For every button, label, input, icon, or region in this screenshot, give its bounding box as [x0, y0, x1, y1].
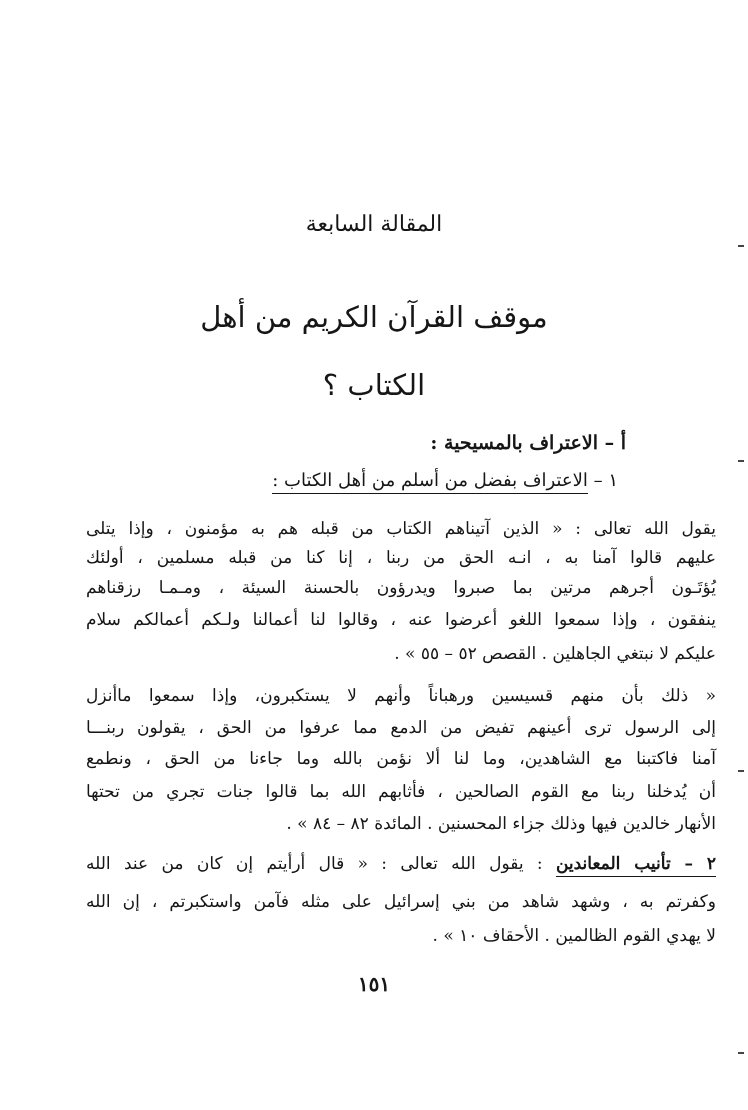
- paragraph-3-line: لا يهدي القوم الظالمين . الأحقاف ١٠ » .: [432, 926, 716, 946]
- chapter-title-line-2: الكتاب ؟: [322, 368, 426, 402]
- paragraph-3-lead: : يقول الله تعالى : « قال أرأيتم إن كان من عند الله: [86, 854, 543, 874]
- chapter-title-line-1: موقف القرآن الكريم من أهل: [200, 300, 548, 334]
- scan-speck: [738, 1052, 744, 1054]
- paragraph-3-line: [86, 852, 716, 876]
- subsection-heading-1: [272, 470, 618, 491]
- paragraph-1-line: يُؤتَـون أجرهم مرتين بما صبروا ويدرؤون بالحسنة السيئة ، ومـمـا رزقناهم: [86, 578, 716, 598]
- scan-speck: [738, 460, 744, 462]
- chapter-label: المقالة السابعة: [305, 212, 443, 237]
- subsection-number: ١ –: [593, 470, 618, 491]
- paragraph-1-line: عليكم لا نبتغي الجاهلين . القصص ٥٢ – ٥٥ » .: [394, 644, 716, 664]
- paragraph-1-line: يقول الله تعالى : « الذين آتيناهم الكتاب من قبله هم به مؤمنون ، وإذا يتلى: [86, 519, 716, 539]
- paragraph-2-line: إلى الرسول ترى أعينهم تفيض من الدمع مما عرفوا من الحق ، يقولون ربنـــا: [86, 718, 716, 738]
- paragraph-3-line: وكفرتم به ، وشهد شاهد من بني إسرائيل على مثله فآمن واستكبرتم ، إن الله: [86, 892, 716, 912]
- section-heading-2: ٢ – تأنيب المعاندين: [556, 854, 716, 877]
- paragraph-2-line: « ذلك بأن منهم قسيسين ورهباناً وأنهم لا يستكبرون، وإذا سمعوا ماأنزل: [86, 686, 716, 706]
- paragraph-2-line: أن يُدخلنا ربنا مع القوم الصالحين ، فأثابهم الله بما قالوا جنات تجري من تحتها: [86, 782, 716, 802]
- subsection-title: الاعتراف بفضل من أسلم من أهل الكتاب :: [272, 470, 588, 494]
- paragraph-2-line: آمنا فاكتبنا مع الشاهدين، وما لنا ألا نؤمن بالله وما جاءنا من الحق ، ونطمع: [86, 749, 716, 769]
- scan-speck: [738, 245, 744, 247]
- page-number: ١٥١: [357, 972, 391, 996]
- section-heading-a: أ – الاعتراف بالمسيحية :: [430, 432, 626, 454]
- paragraph-1-line: ينفقون ، وإذا سمعوا اللغو أعرضوا عنه ، وقالوا لنا أعمالنا ولـكم أعمالكم سلام: [86, 610, 716, 630]
- paragraph-2-line: الأنهار خالدين فيها وذلك جزاء المحسنين . المائدة ٨٢ – ٨٤ » .: [286, 814, 716, 834]
- scan-speck: [738, 770, 744, 772]
- paragraph-1-line: عليهم قالوا آمنا به ، انـه الحق من ربنا ، إنا كنا من قبله مسلمين ، أولئك: [86, 548, 716, 568]
